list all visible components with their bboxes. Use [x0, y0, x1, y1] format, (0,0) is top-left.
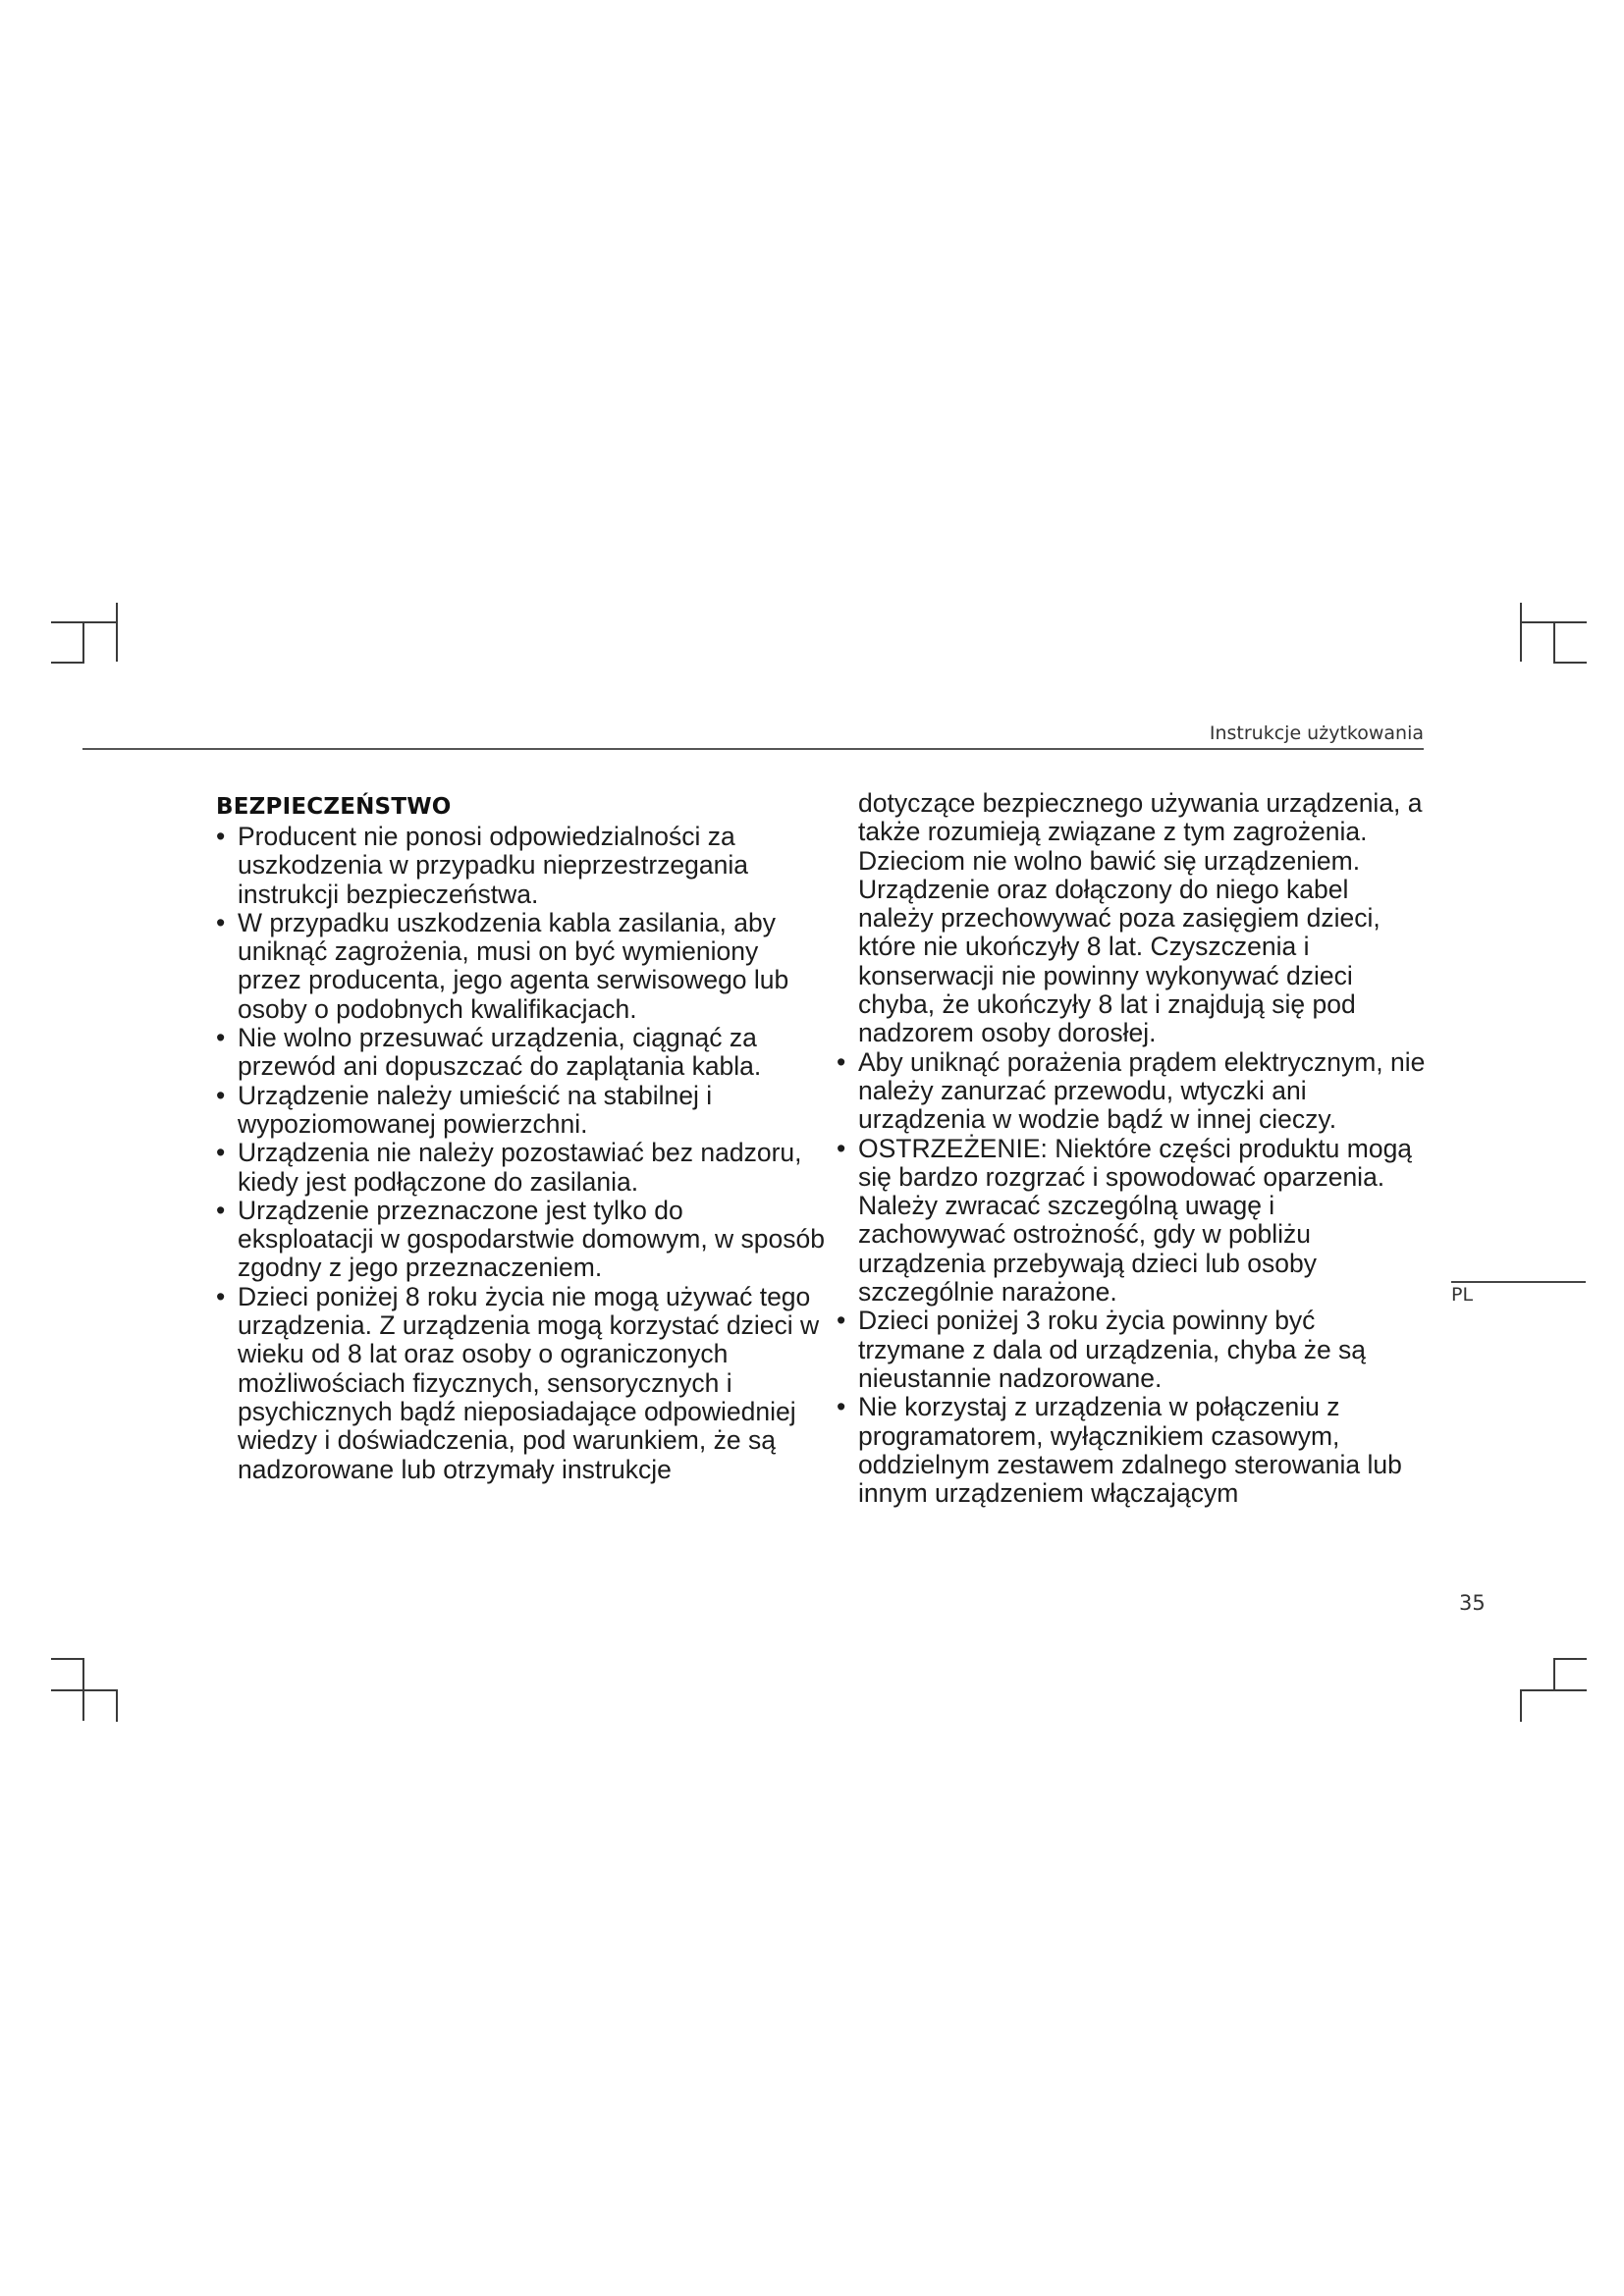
list-item: • Aby uniknąć porażenia prądem elektrycznym, nie należy zanurzać przewodu, wtyczki ani urządzenia w wodzie bądź w innej cieczy.: [837, 1048, 1426, 1135]
list-item: • Urządzenie należy umieścić na stabilnej i wypoziomowanej powierzchni.: [216, 1082, 825, 1140]
list-item: • Dzieci poniżej 3 roku życia powinny być trzymane z dala od urządzenia, chyba że są nieustannie nadzorowane.: [837, 1307, 1426, 1393]
page-number: 35: [1459, 1591, 1486, 1615]
list-item: • Nie wolno przesuwać urządzenia, ciągnąć za przewód ani dopuszczać do zaplątania kabla.: [216, 1024, 825, 1082]
list-item: • W przypadku uszkodzenia kabla zasilania, aby uniknąć zagrożenia, musi on być wymieniony przez producenta, jego agenta serwisowego lub osoby o podobnych kwalifikacjach.: [216, 909, 825, 1024]
list-item: • Urządzenie przeznaczone jest tylko do eksploatacji w gospodarstwie domowym, w sposób zgodny z jego przeznaczeniem.: [216, 1197, 825, 1283]
list-item: • Nie korzystaj z urządzenia w połączeniu z programatorem, wyłącznikiem czasowym, oddzielnym zestawem zdalnego sterowania lub innym urządzeniem włączającym: [837, 1393, 1426, 1508]
language-tab-label: PL: [1451, 1284, 1474, 1306]
list-item-continuation: dotyczące bezpiecznego używania urządzenia, a także rozumieją związane z tym zagrożenia. Dzieciom nie wolno bawić się urządzeniem. Urządzenie oraz dołączony do niego kabel należy przechowywać poza zasięgiem dzieci, które nie ukończyły 8 lat. Czyszczenia i konserwacji nie powinny wykonywać dzieci chyba, że ukończyły 8 lat i znajdują się pod nadzorem osoby dorosłej.: [858, 788, 1423, 1048]
list-item: • Urządzenia nie należy pozostawiać bez nadzoru, kiedy jest podłączone do zasilania.: [216, 1139, 825, 1197]
list-item: • OSTRZEŻENIE: Niektóre części produktu mogą się bardzo rozgrzać i spowodować oparzenia. Należy zwracać szczególną uwagę i zachowywać ostrożność, gdy w pobliżu urządzenia przebywają dzieci lub osoby szczególnie narażone.: [837, 1135, 1426, 1308]
list-item: • Dzieci poniżej 8 roku życia nie mogą używać tego urządzenia. Z urządzenia mogą korzystać dzieci w wieku od 8 lat oraz osoby o ograniczonych możliwościach fizycznych, sensorycznych i psychicznych bądź nieposiadające odpowiedniej wiedzy i doświadczenia, pod warunkiem, że są nadzorowane lub otrzymały instrukcje: [216, 1283, 825, 1484]
header-rule: [82, 748, 1424, 750]
section-heading: BEZPIECZEŃSTWO: [216, 794, 452, 820]
language-tab-rule: [1451, 1281, 1586, 1283]
running-header-title: Instrukcje użytkowania: [1209, 722, 1424, 744]
list-item: • Producent nie ponosi odpowiedzialności za uszkodzenia w przypadku nieprzestrzegania instrukcji bezpieczeństwa.: [216, 823, 825, 909]
text-column-left: [216, 791, 825, 1484]
text-column-right: [837, 789, 1426, 1508]
